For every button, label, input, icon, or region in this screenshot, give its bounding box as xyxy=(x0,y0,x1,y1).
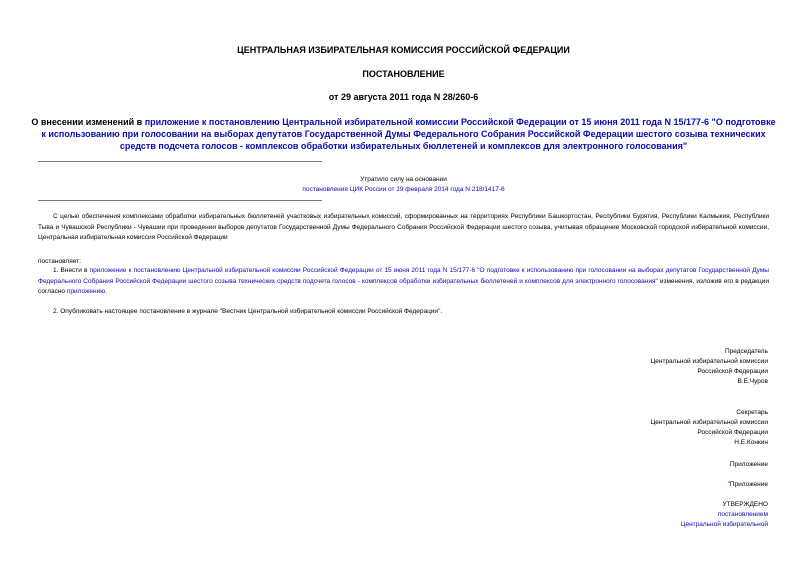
secretary-line-2: Центральной избирательной комиссии xyxy=(650,419,768,426)
secretary-name: Н.Е.Конкин xyxy=(734,439,768,446)
item-2-paragraph: 2. Опубликовать настоящее постановление в журнале "Вестник Центральной избирательной комиссии Российской Федерации". xyxy=(53,308,443,315)
secretary-line-1: Секретарь xyxy=(736,409,768,416)
secretary-line-3: Российской Федерации xyxy=(697,429,768,436)
repeal-note: Утратило силу на основании xyxy=(360,176,447,183)
doc-type-heading: ПОСТАНОВЛЕНИЕ xyxy=(362,69,445,79)
item-1-paragraph xyxy=(38,266,769,298)
document-title xyxy=(30,116,777,152)
item-1-mid: изменения, изложив его в редакции согласно xyxy=(38,277,769,295)
approval-block xyxy=(468,500,768,530)
item-1-link[interactable]: приложение к постановлению Центральной избирательной комиссии Российской Федерации от 15 июня 2011 года N 15/177-6 "О подготовке к использованию при голосовании на выборах депутатов Государственной Думы Федерального Собрания Российской Федерации шестого созыва технических средств подсчета голосов - комплексов обработки избирательных бюллетеней и комплексов для электронного голосования" xyxy=(38,267,769,285)
divider-top xyxy=(38,161,322,162)
divider-bottom xyxy=(38,200,322,201)
appendix-link[interactable]: приложению xyxy=(66,288,106,295)
chair-line-3: Российской Федерации xyxy=(697,368,768,375)
repeal-link[interactable]: постановления ЦИК России от 19 февраля 2014 года N 218/1417-6 xyxy=(302,186,505,193)
item-1-prefix: 1. Внести в xyxy=(53,267,90,274)
title-link[interactable]: приложение к постановлению Центральной избирательной комиссии Российской Федерации от 15 июня 2011 года N 15/177-6 "О подготовке к использованию при голосовании на выборах депутатов Государственной Думы Федерального Собрания Российской Федерации шестого созыва технических средств подсчета голосов - комплексов обработки избирательных бюллетеней и комплексов для электронного голосования" xyxy=(41,117,776,151)
approved-link-1[interactable]: постановлением xyxy=(717,511,768,518)
org-heading: ЦЕНТРАЛЬНАЯ ИЗБИРАТЕЛЬНАЯ КОМИССИЯ РОССИЙСКОЙ ФЕДЕРАЦИИ xyxy=(237,45,570,55)
item-1-end: . xyxy=(105,288,107,295)
secretary-signature xyxy=(468,408,768,448)
preamble-paragraph: С целью обеспечения комплексами обработки избирательных бюллетеней участковых избирательных комиссий, сформированных на территориях Республики Башкортостан, Республики Бурятия, Республики Калмыкия, Республики Тыва и Чувашской Республики - Чувашии при проведении выборов депутатов Государственной Думы Федерального Собрания Российской Федерации шестого созыва, учитывая обращение Московской городской избирательной комиссии, Центральная избирательная комиссия Российской Федерации xyxy=(38,213,769,241)
chair-line-1: Председатель xyxy=(724,348,768,355)
chair-line-2: Центральной избирательной комиссии xyxy=(650,358,768,365)
appendix-quoted-label: "Приложение xyxy=(727,481,768,488)
date-number-heading: от 29 августа 2011 года N 28/260-6 xyxy=(328,92,479,102)
approved-link-2[interactable]: Центральной избирательной xyxy=(680,521,768,528)
approved-label: УТВЕРЖДЕНО xyxy=(722,501,768,508)
chair-signature xyxy=(468,347,768,387)
resolves-paragraph: постановляет: xyxy=(38,258,81,265)
chair-name: В.Е.Чуров xyxy=(737,378,768,385)
appendix-label: Приложение xyxy=(729,461,768,468)
title-prefix: О внесении изменений в xyxy=(31,117,145,127)
